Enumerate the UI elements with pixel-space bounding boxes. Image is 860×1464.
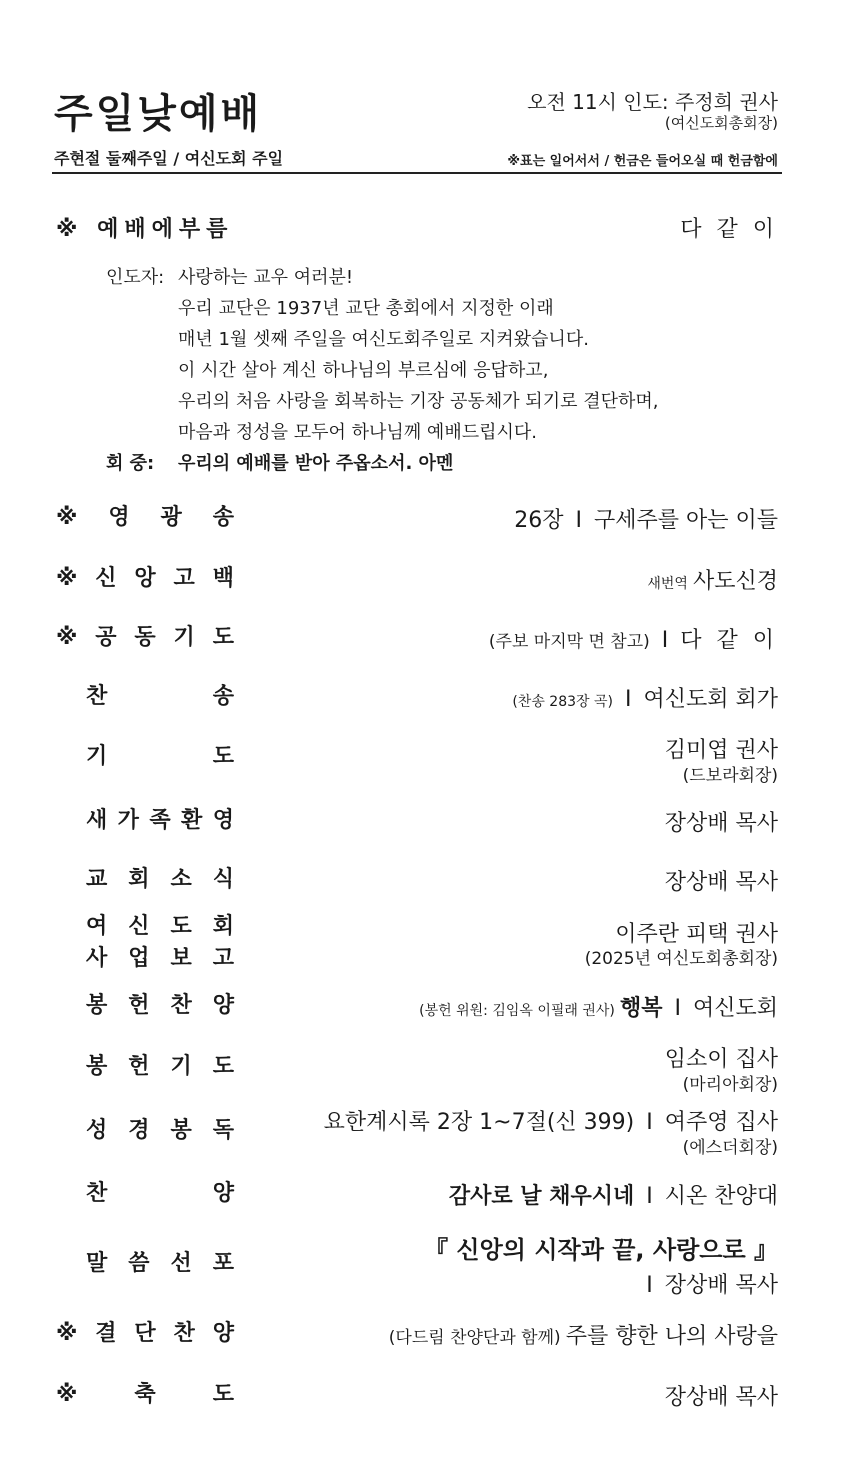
separator: I	[575, 508, 582, 533]
order-detail-hymn	[512, 682, 778, 713]
order-newcomers-person: 장상배 목사	[664, 811, 778, 836]
order-scripture-role: (에스더회장)	[682, 1138, 778, 1158]
order-label-announcements: 교 회 소 식	[86, 867, 234, 892]
response-song-group: (다드림 찬양단과 함께)	[388, 1328, 561, 1348]
order-detail-common-prayer	[489, 623, 778, 654]
separator: I	[646, 1184, 653, 1209]
liturgical-season: 주현절 둘째주일 / 여신도회 주일	[54, 149, 284, 168]
leader-line: 매년 1월 셋째 주일을 여신도회주일로 지켜왔습니다.	[178, 329, 589, 350]
stand-mark: ※	[56, 505, 78, 530]
separator: I	[646, 1273, 653, 1298]
order-detail-sermon	[634, 1268, 778, 1299]
scripture-reference: 요한계시록 2장 1~7절(신 399)	[323, 1110, 635, 1135]
order-prayer-person: 김미엽 권사	[664, 738, 778, 763]
sermon-title: 『 신앙의 시작과 끝, 사랑으로 』	[424, 1236, 778, 1264]
order-detail-anthem	[449, 1179, 778, 1210]
order-report-person: 이주란 피택 권사	[615, 922, 778, 947]
leader-line: 사랑하는 교우 여러분!	[178, 267, 354, 288]
people-line: 우리의 예배를 받아 주옵소서. 아멘	[178, 453, 454, 474]
order-announcements-person: 장상배 목사	[664, 870, 778, 895]
order-offering-prayer-role: (마리아회장)	[682, 1075, 778, 1095]
leader-line: 우리 교단은 1937년 교단 총회에서 지정한 이래	[178, 298, 554, 319]
order-detail-creed	[647, 564, 778, 595]
people-tag: 회 중:	[106, 453, 155, 474]
order-label-sermon: 말 씀 선 포	[86, 1251, 234, 1276]
anthem-choir: 시온 찬양대	[664, 1184, 778, 1209]
order-label-newcomers: 새 가 족 환 영	[86, 808, 234, 833]
standing-note: ※표는 일어서서 / 헌금은 들어오실 때 헌금함에	[507, 154, 778, 169]
order-label-offering-prayer: 봉 헌 기 도	[86, 1054, 234, 1079]
leader-line: 마음과 정성을 모두어 하나님께 예배드립시다.	[178, 422, 537, 443]
separator: I	[661, 628, 669, 653]
stand-mark: ※	[56, 1382, 78, 1407]
stand-mark: ※	[56, 217, 84, 242]
creed-version: 새번역	[647, 576, 688, 592]
order-label-creed: ※ 신 앙 고 백	[56, 564, 234, 594]
order-detail-offering-song	[419, 991, 778, 1022]
separator: I	[624, 687, 632, 712]
order-report-role: (2025년 여신도회총회장)	[584, 949, 778, 969]
call-to-worship-text	[106, 262, 658, 479]
leader-line: 이 시간 살아 계신 하나님의 부르심에 응답하고,	[178, 360, 549, 381]
service-time-leader: 오전 11시 인도: 주정희 권사	[527, 90, 778, 114]
creed-name: 사도신경	[692, 569, 778, 594]
order-label-response-song: ※ 결 단 찬 양	[56, 1319, 234, 1349]
stand-mark: ※	[56, 566, 78, 591]
order-detail-scripture	[324, 1105, 778, 1136]
response-song-title: 주를 향한 나의 사랑을	[565, 1324, 778, 1349]
order-detail-response-song	[389, 1319, 778, 1350]
order-label-report: 여 신 도 회 사 업 보 고	[86, 914, 234, 971]
prayer-reference: (주보 마지막 면 참고)	[488, 632, 650, 652]
page-title: 주일낮예배	[54, 91, 263, 137]
order-prayer-role: (드보라회장)	[682, 766, 778, 786]
call-to-worship-by: 다 같 이	[680, 217, 778, 242]
leader-role: (여신도회총회장)	[664, 114, 778, 132]
section-label: 예배에부름	[97, 217, 234, 242]
hymn-title: 여신도회 회가	[643, 687, 778, 712]
song-by: 여신도회	[692, 996, 778, 1021]
order-label-common-prayer: ※ 공 동 기 도	[56, 623, 234, 653]
hymn-number: 26장	[514, 508, 564, 533]
order-benediction-person: 장상배 목사	[664, 1385, 778, 1410]
anthem-title: 감사로 날 채우시네	[448, 1184, 635, 1209]
offering-committee: (봉헌 위원: 김임옥 이필래 권사)	[419, 1003, 615, 1019]
prayer-by: 다 같 이	[680, 628, 778, 653]
order-label-offering-song: 봉 헌 찬 양	[86, 993, 234, 1018]
preacher: 장상배 목사	[664, 1273, 778, 1298]
order-offering-prayer-person: 임소이 집사	[664, 1047, 778, 1072]
order-label-hymn: 찬 송	[86, 684, 234, 709]
scripture-reader: 여주영 집사	[664, 1110, 778, 1135]
stand-mark: ※	[56, 1321, 78, 1346]
hymn-reference: (찬송 283장 곡)	[512, 694, 613, 710]
header-rule	[52, 172, 782, 174]
order-label-gloria: ※ 영 광 송	[56, 503, 234, 533]
order-detail-gloria	[514, 503, 778, 534]
order-label-scripture: 성 경 봉 독	[86, 1118, 234, 1143]
call-to-worship-label	[56, 212, 233, 243]
hymn-title: 구세주를 아는 이들	[593, 508, 778, 533]
order-label-anthem: 찬 양	[86, 1181, 234, 1206]
order-label-prayer: 기 도	[86, 744, 234, 769]
song-title: 행복	[619, 996, 663, 1021]
separator: I	[674, 996, 681, 1021]
separator: I	[646, 1110, 653, 1135]
stand-mark: ※	[56, 625, 78, 650]
leader-tag: 인도자:	[106, 267, 165, 288]
order-label-benediction: ※ 축 도	[56, 1380, 234, 1410]
leader-line: 우리의 처음 사랑을 회복하는 기장 공동체가 되기로 결단하며,	[178, 391, 659, 412]
